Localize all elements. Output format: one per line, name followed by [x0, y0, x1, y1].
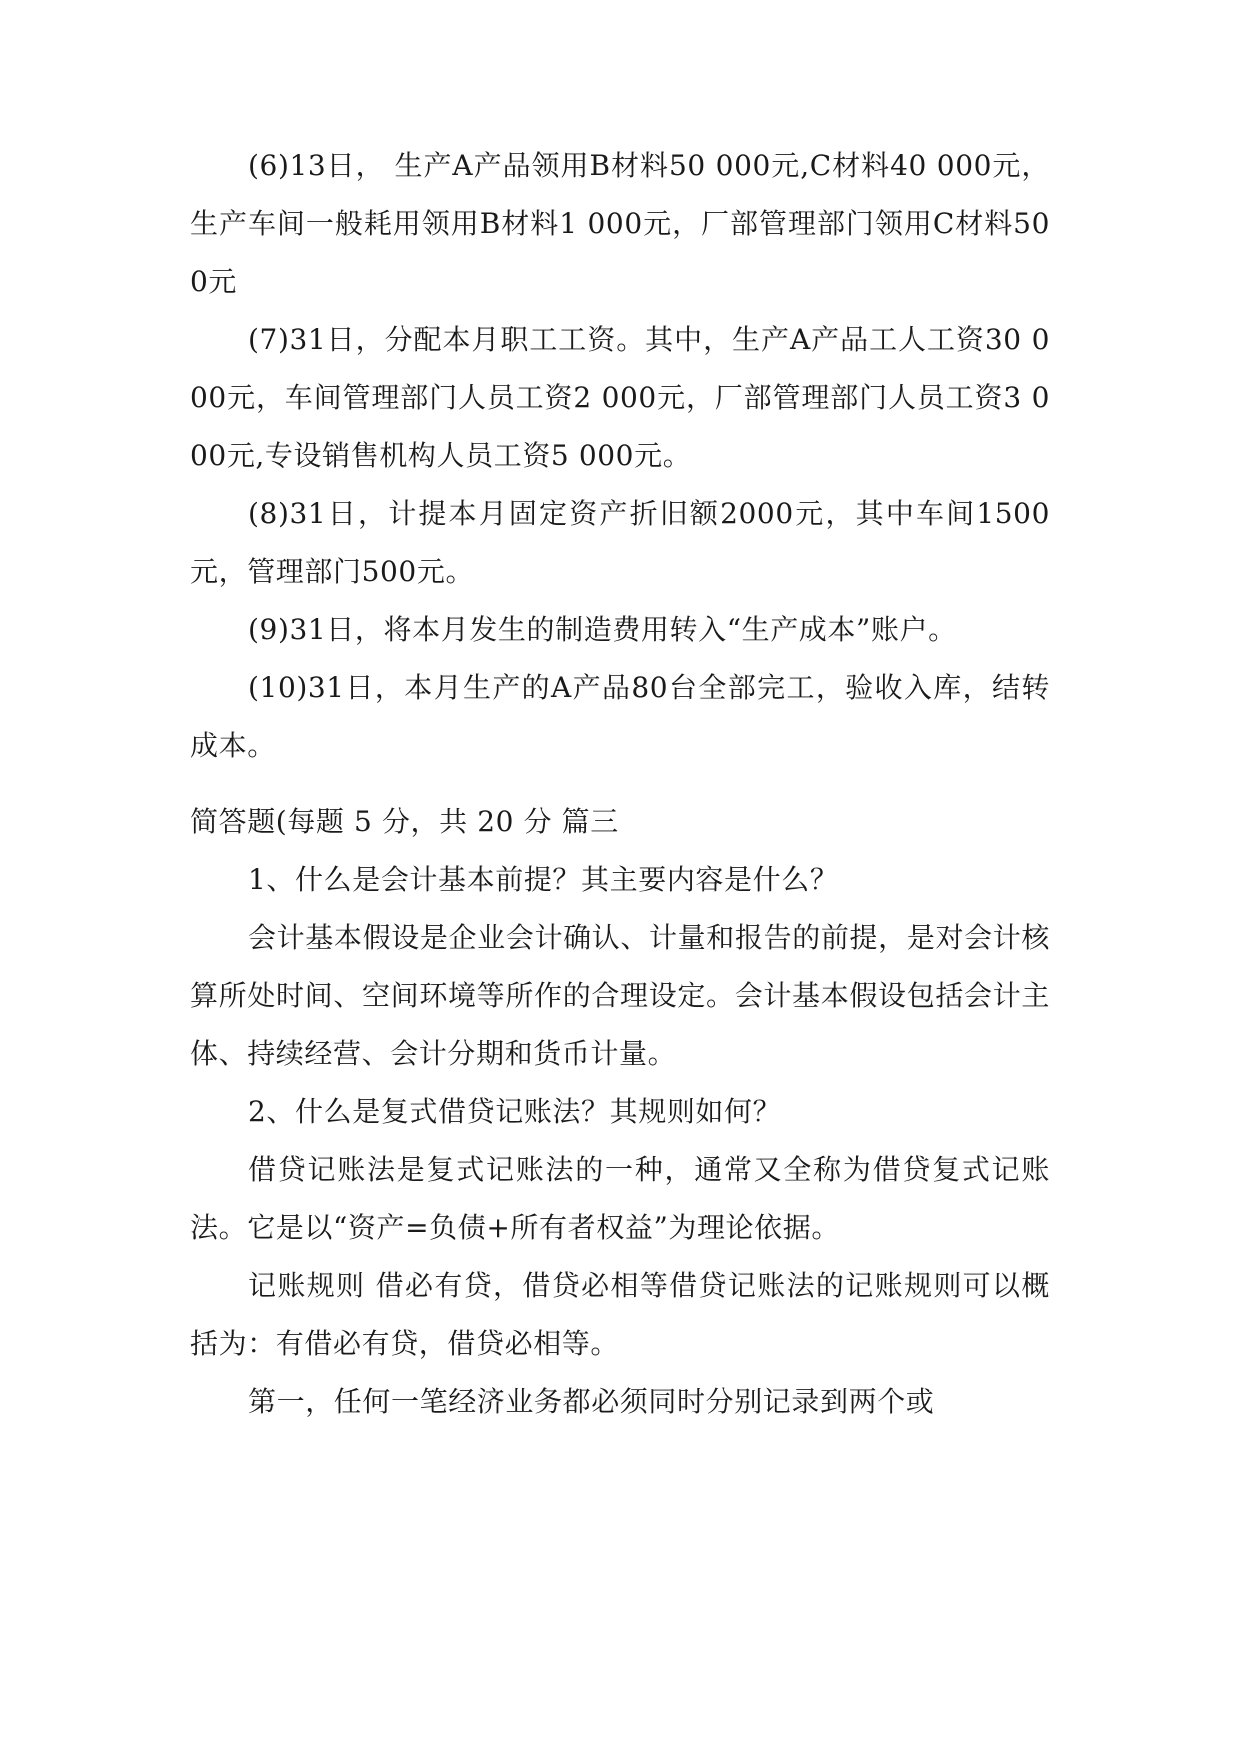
paragraph-item-8: (8)31日，计提本月固定资产折旧额2000元，其中车间1500元，管理部门500元。	[190, 497, 1050, 588]
answer-2-paragraph-1: 借贷记账法是复式记账法的一种，通常又全称为借贷复式记账法。它是以“资产=负债+所有者权益”为理论依据。	[190, 1153, 1050, 1244]
transaction-list	[190, 137, 1050, 775]
question-1: 1、什么是会计基本前提？其主要内容是什么？	[248, 863, 839, 896]
paragraph-item-10: (10)31日，本月生产的A产品80台全部完工，验收入库，结转成本。	[190, 671, 1050, 762]
paragraph-item-9: (9)31日，将本月发生的制造费用转入“生产成本”账户。	[248, 613, 957, 646]
answer-2-paragraph-2: 记账规则 借必有贷，借贷必相等借贷记账法的记账规则可以概括为：有借必有贷，借贷必相等。	[190, 1269, 1050, 1360]
answer-2-paragraph-3: 第一，任何一笔经济业务都必须同时分别记录到两个或	[248, 1385, 935, 1418]
short-answer-section	[190, 793, 1050, 1431]
paragraph-item-6: (6)13日， 生产A产品领用B材料50 000元,C材料40 000元，生产车间一般耗用领用B材料1 000元，厂部管理部门领用C材料500元	[190, 149, 1050, 298]
answer-1: 会计基本假设是企业会计确认、计量和报告的前提，是对会计核算所处时间、空间环境等所作的合理设定。会计基本假设包括会计主体、持续经营、会计分期和货币计量。	[190, 921, 1050, 1070]
question-2: 2、什么是复式借贷记账法？其规则如何？	[248, 1095, 782, 1128]
section-heading: 简答题(每题 5 分，共 20 分 篇三	[190, 805, 619, 838]
paragraph-item-7: (7)31日，分配本月职工工资。其中，生产A产品工人工资30 000元，车间管理部门人员工资2 000元，厂部管理部门人员工资3 000元,专设销售机构人员工资5 000元。	[190, 323, 1050, 472]
